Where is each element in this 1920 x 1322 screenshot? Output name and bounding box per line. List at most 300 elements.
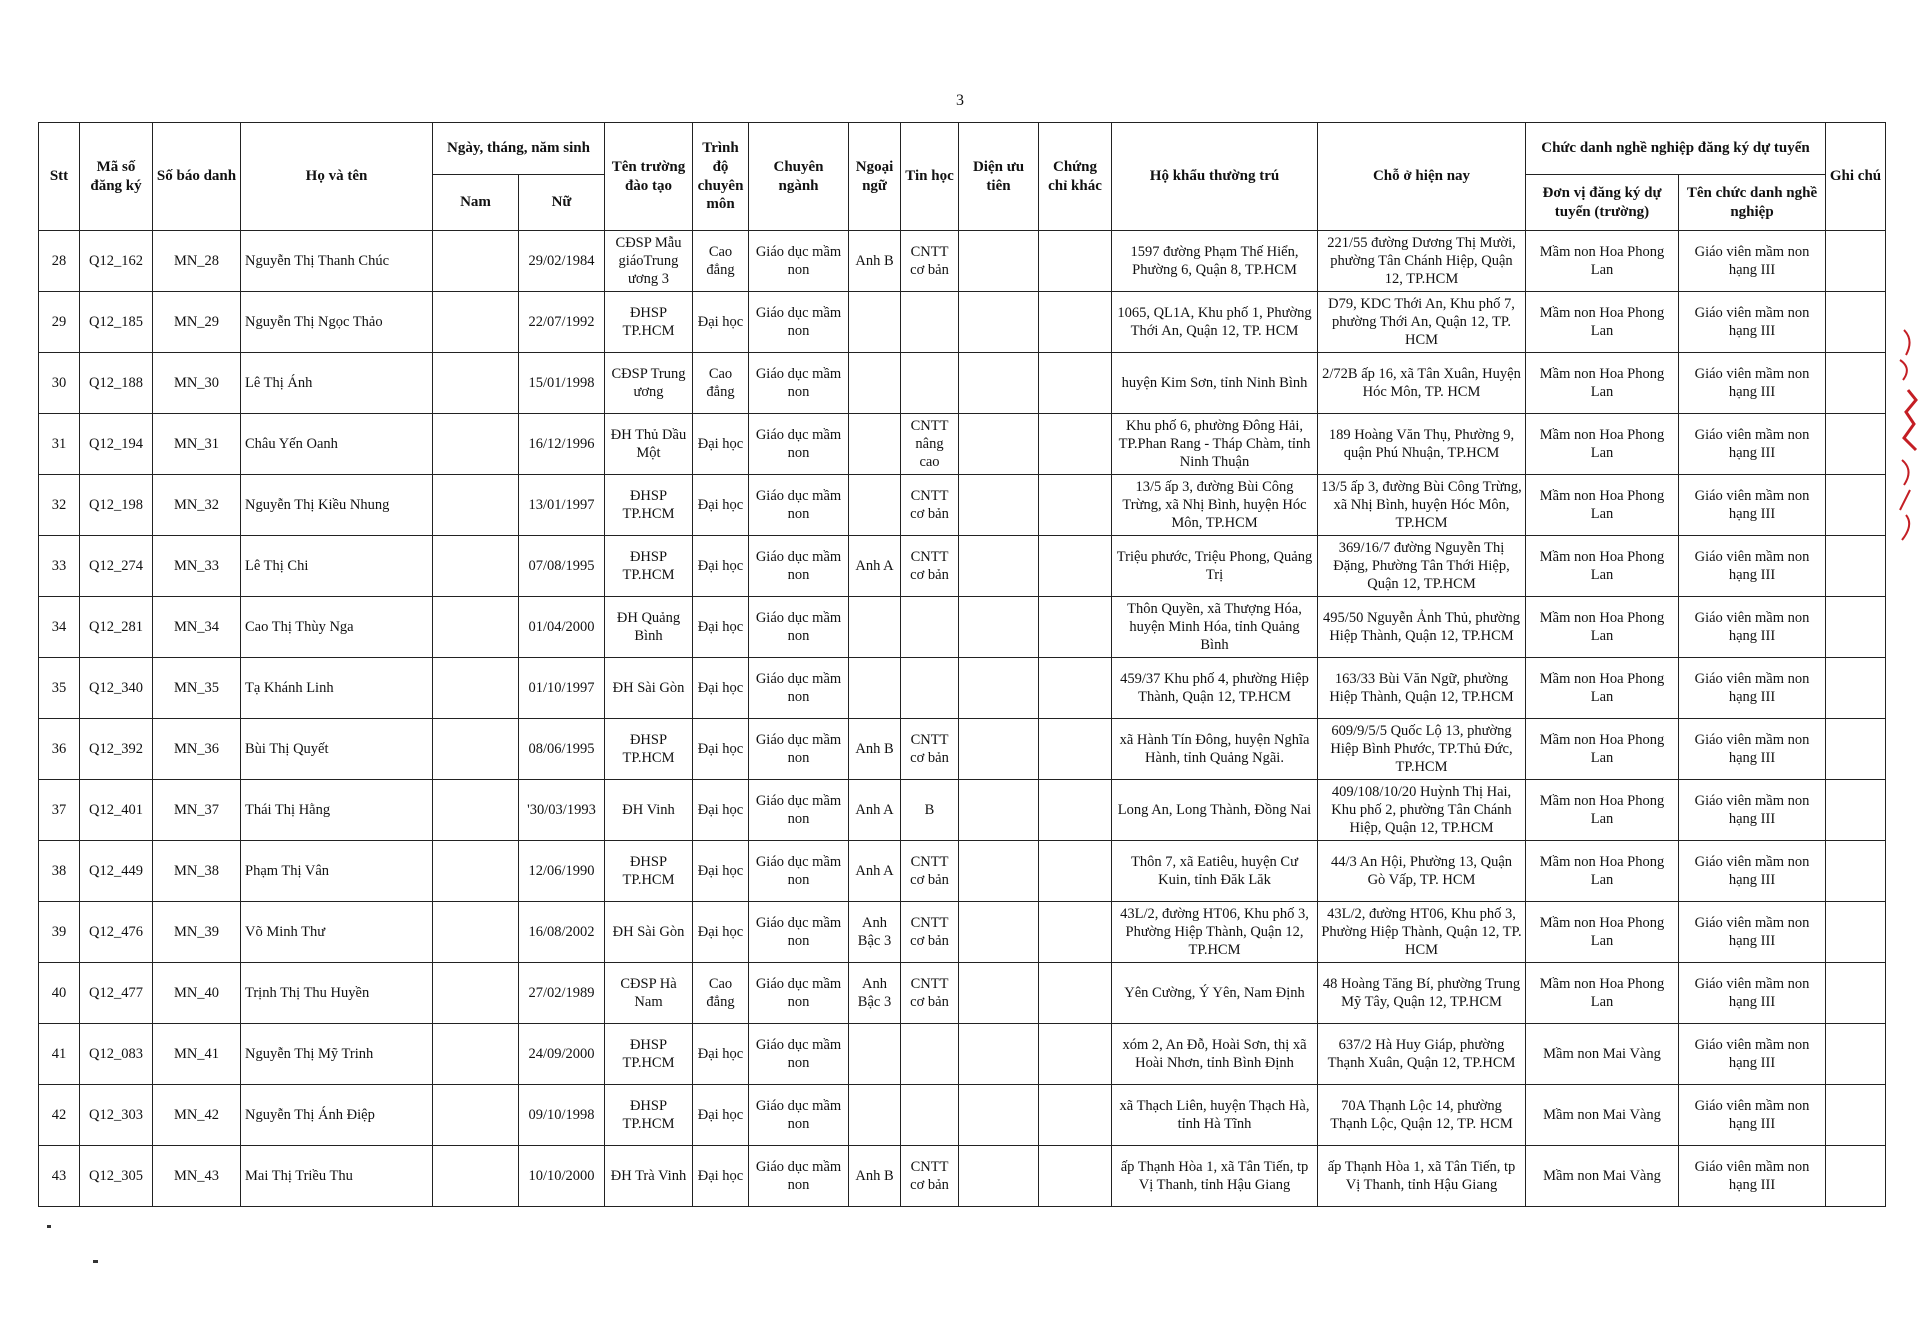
cell-truong: ĐH Vinh xyxy=(605,780,693,841)
cell-so-bao-danh: MN_39 xyxy=(153,902,241,963)
cell-chung-chi xyxy=(1039,658,1112,719)
table-row xyxy=(39,536,1886,597)
cell-ngoai-ngu xyxy=(849,597,901,658)
cell-ho-ten: Lê Thị Ánh xyxy=(241,353,433,414)
cell-chuc-danh: Giáo viên mầm non hạng III xyxy=(1679,597,1826,658)
cell-dien-uu-tien xyxy=(959,780,1039,841)
cell-tin-hoc: CNTT cơ bản xyxy=(901,902,959,963)
cell-so-bao-danh: MN_29 xyxy=(153,292,241,353)
cell-nam xyxy=(433,292,519,353)
cell-dien-uu-tien xyxy=(959,963,1039,1024)
cell-trinh-do: Đại học xyxy=(693,414,749,475)
cell-cho-o: 2/72B ấp 16, xã Tân Xuân, Huyện Hóc Môn, TP. HCM xyxy=(1318,353,1526,414)
cell-chung-chi xyxy=(1039,1146,1112,1207)
header-ho-ten: Họ và tên xyxy=(241,123,433,231)
cell-ma-so: Q12_477 xyxy=(80,963,153,1024)
cell-truong: ĐH Thủ Dầu Một xyxy=(605,414,693,475)
cell-don-vi: Mầm non Hoa Phong Lan xyxy=(1526,231,1679,292)
cell-chuyen-nganh: Giáo dục mầm non xyxy=(749,1085,849,1146)
cell-chuyen-nganh: Giáo dục mầm non xyxy=(749,1146,849,1207)
cell-don-vi: Mầm non Hoa Phong Lan xyxy=(1526,536,1679,597)
cell-cho-o: 48 Hoàng Tăng Bí, phường Trung Mỹ Tây, Quận 12, TP.HCM xyxy=(1318,963,1526,1024)
cell-don-vi: Mầm non Hoa Phong Lan xyxy=(1526,780,1679,841)
table-row xyxy=(39,231,1886,292)
cell-dien-uu-tien xyxy=(959,719,1039,780)
cell-so-bao-danh: MN_35 xyxy=(153,658,241,719)
cell-ho-ten: Mai Thị Triều Thu xyxy=(241,1146,433,1207)
cell-stt: 34 xyxy=(39,597,80,658)
cell-so-bao-danh: MN_36 xyxy=(153,719,241,780)
header-tin-hoc: Tin học xyxy=(901,123,959,231)
cell-trinh-do: Cao đẳng xyxy=(693,353,749,414)
cell-stt: 32 xyxy=(39,475,80,536)
cell-trinh-do: Đại học xyxy=(693,780,749,841)
cell-cho-o: 70A Thạnh Lộc 14, phường Thạnh Lộc, Quận 12, TP. HCM xyxy=(1318,1085,1526,1146)
header-nam: Nam xyxy=(433,175,519,231)
cell-chuc-danh: Giáo viên mầm non hạng III xyxy=(1679,658,1826,719)
cell-stt: 40 xyxy=(39,963,80,1024)
cell-trinh-do: Cao đẳng xyxy=(693,231,749,292)
cell-nam xyxy=(433,231,519,292)
header-chung-chi: Chứng chỉ khác xyxy=(1039,123,1112,231)
cell-ma-so: Q12_194 xyxy=(80,414,153,475)
cell-stt: 36 xyxy=(39,719,80,780)
cell-dien-uu-tien xyxy=(959,1085,1039,1146)
cell-dien-uu-tien xyxy=(959,353,1039,414)
cell-chung-chi xyxy=(1039,414,1112,475)
cell-truong: ĐHSP TP.HCM xyxy=(605,841,693,902)
cell-so-bao-danh: MN_43 xyxy=(153,1146,241,1207)
cell-chuc-danh: Giáo viên mầm non hạng III xyxy=(1679,963,1826,1024)
cell-ngoai-ngu xyxy=(849,658,901,719)
header-stt: Stt xyxy=(39,123,80,231)
cell-ma-so: Q12_305 xyxy=(80,1146,153,1207)
cell-nam xyxy=(433,902,519,963)
cell-trinh-do: Đại học xyxy=(693,536,749,597)
cell-ngoai-ngu xyxy=(849,1085,901,1146)
cell-ho-ten: Châu Yến Oanh xyxy=(241,414,433,475)
cell-trinh-do: Cao đẳng xyxy=(693,963,749,1024)
cell-nam xyxy=(433,1085,519,1146)
cell-chuyen-nganh: Giáo dục mầm non xyxy=(749,353,849,414)
cell-ghi-chu xyxy=(1826,475,1886,536)
red-stamp-fragment xyxy=(1894,320,1920,550)
cell-truong: CĐSP Hà Nam xyxy=(605,963,693,1024)
cell-truong: ĐH Trà Vinh xyxy=(605,1146,693,1207)
cell-dien-uu-tien xyxy=(959,841,1039,902)
cell-ghi-chu xyxy=(1826,1024,1886,1085)
table-row xyxy=(39,292,1886,353)
cell-ma-so: Q12_281 xyxy=(80,597,153,658)
cell-nam xyxy=(433,414,519,475)
cell-truong: ĐHSP TP.HCM xyxy=(605,719,693,780)
header-ma-so: Mã số đăng ký xyxy=(80,123,153,231)
cell-truong: ĐHSP TP.HCM xyxy=(605,1024,693,1085)
cell-ghi-chu xyxy=(1826,414,1886,475)
cell-tin-hoc: CNTT cơ bản xyxy=(901,841,959,902)
cell-ho-ten: Thái Thị Hằng xyxy=(241,780,433,841)
cell-nam xyxy=(433,658,519,719)
table-row xyxy=(39,841,1886,902)
cell-chuc-danh: Giáo viên mầm non hạng III xyxy=(1679,902,1826,963)
cell-chuc-danh: Giáo viên mầm non hạng III xyxy=(1679,719,1826,780)
cell-nu: 16/08/2002 xyxy=(519,902,605,963)
cell-ghi-chu xyxy=(1826,780,1886,841)
cell-trinh-do: Đại học xyxy=(693,597,749,658)
cell-cho-o: 163/33 Bùi Văn Ngữ, phường Hiệp Thành, Quận 12, TP.HCM xyxy=(1318,658,1526,719)
cell-so-bao-danh: MN_32 xyxy=(153,475,241,536)
cell-chuc-danh: Giáo viên mầm non hạng III xyxy=(1679,841,1826,902)
cell-so-bao-danh: MN_31 xyxy=(153,414,241,475)
cell-dien-uu-tien xyxy=(959,902,1039,963)
cell-nu: 08/06/1995 xyxy=(519,719,605,780)
cell-ho-ten: Nguyễn Thị Kiều Nhung xyxy=(241,475,433,536)
cell-stt: 30 xyxy=(39,353,80,414)
cell-nu: 13/01/1997 xyxy=(519,475,605,536)
cell-chung-chi xyxy=(1039,1085,1112,1146)
cell-chung-chi xyxy=(1039,719,1112,780)
table-row xyxy=(39,597,1886,658)
cell-ho-khau: Thôn 7, xã Eatiêu, huyện Cư Kuin, tỉnh Đăk Lăk xyxy=(1112,841,1318,902)
cell-ghi-chu xyxy=(1826,658,1886,719)
cell-ho-khau: Long An, Long Thành, Đồng Nai xyxy=(1112,780,1318,841)
cell-chung-chi xyxy=(1039,475,1112,536)
cell-tin-hoc: CNTT nâng cao xyxy=(901,414,959,475)
cell-cho-o: 189 Hoàng Văn Thụ, Phường 9, quận Phú Nhuận, TP.HCM xyxy=(1318,414,1526,475)
header-ngay-sinh: Ngày, tháng, năm sinh xyxy=(433,123,605,175)
cell-tin-hoc xyxy=(901,1085,959,1146)
cell-tin-hoc: CNTT cơ bản xyxy=(901,963,959,1024)
cell-nu: '30/03/1993 xyxy=(519,780,605,841)
cell-ma-so: Q12_476 xyxy=(80,902,153,963)
cell-ma-so: Q12_340 xyxy=(80,658,153,719)
cell-tin-hoc: CNTT cơ bản xyxy=(901,536,959,597)
cell-ho-ten: Phạm Thị Vân xyxy=(241,841,433,902)
cell-ho-khau: ấp Thạnh Hòa 1, xã Tân Tiến, tp Vị Thanh, tỉnh Hậu Giang xyxy=(1112,1146,1318,1207)
cell-ghi-chu xyxy=(1826,292,1886,353)
cell-tin-hoc xyxy=(901,1024,959,1085)
cell-tin-hoc: CNTT cơ bản xyxy=(901,231,959,292)
cell-stt: 28 xyxy=(39,231,80,292)
cell-ghi-chu xyxy=(1826,231,1886,292)
cell-chuyen-nganh: Giáo dục mầm non xyxy=(749,231,849,292)
cell-stt: 29 xyxy=(39,292,80,353)
cell-dien-uu-tien xyxy=(959,658,1039,719)
cell-stt: 42 xyxy=(39,1085,80,1146)
cell-nam xyxy=(433,963,519,1024)
cell-stt: 38 xyxy=(39,841,80,902)
header-chuyen-nganh: Chuyên ngành xyxy=(749,123,849,231)
cell-chung-chi xyxy=(1039,292,1112,353)
cell-chuc-danh: Giáo viên mầm non hạng III xyxy=(1679,536,1826,597)
candidate-table xyxy=(38,122,1886,1207)
table-row xyxy=(39,658,1886,719)
cell-chuc-danh: Giáo viên mầm non hạng III xyxy=(1679,1085,1826,1146)
cell-chung-chi xyxy=(1039,963,1112,1024)
cell-don-vi: Mầm non Hoa Phong Lan xyxy=(1526,597,1679,658)
cell-tin-hoc xyxy=(901,353,959,414)
cell-truong: ĐHSP TP.HCM xyxy=(605,475,693,536)
cell-ma-so: Q12_303 xyxy=(80,1085,153,1146)
cell-trinh-do: Đại học xyxy=(693,1085,749,1146)
cell-dien-uu-tien xyxy=(959,1146,1039,1207)
cell-chuyen-nganh: Giáo dục mầm non xyxy=(749,780,849,841)
cell-cho-o: D79, KDC Thới An, Khu phố 7, phường Thới An, Quận 12, TP. HCM xyxy=(1318,292,1526,353)
cell-so-bao-danh: MN_42 xyxy=(153,1085,241,1146)
cell-ngoai-ngu: Anh B xyxy=(849,719,901,780)
cell-nam xyxy=(433,1146,519,1207)
cell-so-bao-danh: MN_38 xyxy=(153,841,241,902)
cell-chuyen-nganh: Giáo dục mầm non xyxy=(749,536,849,597)
cell-truong: ĐHSP TP.HCM xyxy=(605,292,693,353)
header-nu: Nữ xyxy=(519,175,605,231)
cell-ghi-chu xyxy=(1826,902,1886,963)
cell-dien-uu-tien xyxy=(959,597,1039,658)
header-chuc-danh: Chức danh nghề nghiệp đăng ký dự tuyển xyxy=(1526,123,1826,175)
cell-ho-ten: Cao Thị Thùy Nga xyxy=(241,597,433,658)
cell-tin-hoc: B xyxy=(901,780,959,841)
cell-ghi-chu xyxy=(1826,1146,1886,1207)
cell-ngoai-ngu xyxy=(849,353,901,414)
cell-chuc-danh: Giáo viên mầm non hạng III xyxy=(1679,1024,1826,1085)
cell-truong: ĐHSP TP.HCM xyxy=(605,1085,693,1146)
cell-ngoai-ngu: Anh A xyxy=(849,780,901,841)
cell-nu: 24/09/2000 xyxy=(519,1024,605,1085)
cell-chung-chi xyxy=(1039,780,1112,841)
cell-tin-hoc: CNTT cơ bản xyxy=(901,475,959,536)
cell-nam xyxy=(433,353,519,414)
cell-trinh-do: Đại học xyxy=(693,1024,749,1085)
cell-cho-o: 44/3 An Hội, Phường 13, Quận Gò Vấp, TP. HCM xyxy=(1318,841,1526,902)
cell-ma-so: Q12_162 xyxy=(80,231,153,292)
cell-stt: 31 xyxy=(39,414,80,475)
cell-chuc-danh: Giáo viên mầm non hạng III xyxy=(1679,414,1826,475)
cell-ho-khau: 1597 đường Phạm Thế Hiển, Phường 6, Quận 8, TP.HCM xyxy=(1112,231,1318,292)
cell-ho-ten: Trịnh Thị Thu Huyền xyxy=(241,963,433,1024)
cell-ngoai-ngu: Anh Bậc 3 xyxy=(849,963,901,1024)
cell-cho-o: 409/108/10/20 Huỳnh Thị Hai, Khu phố 2, phường Tân Chánh Hiệp, Quận 12, TP.HCM xyxy=(1318,780,1526,841)
cell-ho-khau: 43L/2, đường HT06, Khu phố 3, Phường Hiệp Thành, Quận 12, TP.HCM xyxy=(1112,902,1318,963)
cell-ngoai-ngu xyxy=(849,292,901,353)
cell-cho-o: 13/5 ấp 3, đường Bùi Công Trừng, xã Nhị Bình, huyện Hóc Môn, TP.HCM xyxy=(1318,475,1526,536)
cell-chung-chi xyxy=(1039,231,1112,292)
cell-ngoai-ngu xyxy=(849,414,901,475)
cell-ho-khau: huyện Kim Sơn, tỉnh Ninh Bình xyxy=(1112,353,1318,414)
cell-chuc-danh: Giáo viên mầm non hạng III xyxy=(1679,475,1826,536)
table-body xyxy=(39,231,1886,1207)
table-row xyxy=(39,475,1886,536)
cell-nu: 27/02/1989 xyxy=(519,963,605,1024)
cell-stt: 39 xyxy=(39,902,80,963)
cell-truong: ĐHSP TP.HCM xyxy=(605,536,693,597)
cell-chuyen-nganh: Giáo dục mầm non xyxy=(749,292,849,353)
cell-truong: CĐSP Trung ương xyxy=(605,353,693,414)
cell-don-vi: Mầm non Hoa Phong Lan xyxy=(1526,475,1679,536)
cell-don-vi: Mầm non Hoa Phong Lan xyxy=(1526,902,1679,963)
cell-ho-ten: Tạ Khánh Linh xyxy=(241,658,433,719)
cell-cho-o: 609/9/5/5 Quốc Lộ 13, phường Hiệp Bình Phước, TP.Thủ Đức, TP.HCM xyxy=(1318,719,1526,780)
cell-so-bao-danh: MN_33 xyxy=(153,536,241,597)
cell-chuyen-nganh: Giáo dục mầm non xyxy=(749,658,849,719)
header-don-vi: Đơn vị đăng ký dự tuyển (trường) xyxy=(1526,175,1679,231)
cell-cho-o: 369/16/7 đường Nguyễn Thị Đặng, Phường Tân Thới Hiệp, Quận 12, TP.HCM xyxy=(1318,536,1526,597)
table-row xyxy=(39,414,1886,475)
cell-cho-o: ấp Thạnh Hòa 1, xã Tân Tiến, tp Vị Thanh, tỉnh Hậu Giang xyxy=(1318,1146,1526,1207)
cell-chuyen-nganh: Giáo dục mầm non xyxy=(749,414,849,475)
cell-ghi-chu xyxy=(1826,963,1886,1024)
cell-nu: 01/10/1997 xyxy=(519,658,605,719)
cell-trinh-do: Đại học xyxy=(693,292,749,353)
cell-chung-chi xyxy=(1039,902,1112,963)
header-trinh-do: Trình độ chuyên môn xyxy=(693,123,749,231)
cell-stt: 33 xyxy=(39,536,80,597)
cell-trinh-do: Đại học xyxy=(693,719,749,780)
cell-trinh-do: Đại học xyxy=(693,475,749,536)
cell-chung-chi xyxy=(1039,597,1112,658)
cell-tin-hoc xyxy=(901,597,959,658)
cell-chuyen-nganh: Giáo dục mầm non xyxy=(749,963,849,1024)
cell-truong: ĐH Sài Gòn xyxy=(605,658,693,719)
cell-chung-chi xyxy=(1039,353,1112,414)
cell-stt: 41 xyxy=(39,1024,80,1085)
cell-nu: 15/01/1998 xyxy=(519,353,605,414)
cell-ho-ten: Nguyễn Thị Ngọc Thảo xyxy=(241,292,433,353)
cell-ho-ten: Nguyễn Thị Mỹ Trinh xyxy=(241,1024,433,1085)
cell-ma-so: Q12_401 xyxy=(80,780,153,841)
cell-nam xyxy=(433,719,519,780)
cell-cho-o: 637/2 Hà Huy Giáp, phường Thạnh Xuân, Quận 12, TP.HCM xyxy=(1318,1024,1526,1085)
cell-ho-khau: Khu phố 6, phường Đông Hải, TP.Phan Rang - Tháp Chàm, tỉnh Ninh Thuận xyxy=(1112,414,1318,475)
cell-cho-o: 43L/2, đường HT06, Khu phố 3, Phường Hiệp Thành, Quận 12, TP. HCM xyxy=(1318,902,1526,963)
header-dien-uu-tien: Diện ưu tiên xyxy=(959,123,1039,231)
cell-truong: CĐSP Mẫu giáoTrung ương 3 xyxy=(605,231,693,292)
cell-ghi-chu xyxy=(1826,719,1886,780)
cell-nam xyxy=(433,597,519,658)
cell-nam xyxy=(433,841,519,902)
cell-tin-hoc xyxy=(901,658,959,719)
cell-ngoai-ngu: Anh A xyxy=(849,536,901,597)
header-cho-o: Chỗ ở hiện nay xyxy=(1318,123,1526,231)
cell-chuyen-nganh: Giáo dục mầm non xyxy=(749,902,849,963)
cell-ngoai-ngu: Anh A xyxy=(849,841,901,902)
cell-so-bao-danh: MN_40 xyxy=(153,963,241,1024)
header-truong: Tên trường đào tạo xyxy=(605,123,693,231)
cell-dien-uu-tien xyxy=(959,536,1039,597)
cell-dien-uu-tien xyxy=(959,231,1039,292)
header-ghi-chu: Ghi chú xyxy=(1826,123,1886,231)
table-row xyxy=(39,963,1886,1024)
cell-ma-so: Q12_083 xyxy=(80,1024,153,1085)
cell-ngoai-ngu: Anh B xyxy=(849,1146,901,1207)
cell-ma-so: Q12_392 xyxy=(80,719,153,780)
cell-nu: 16/12/1996 xyxy=(519,414,605,475)
cell-chuc-danh: Giáo viên mầm non hạng III xyxy=(1679,353,1826,414)
cell-ghi-chu xyxy=(1826,353,1886,414)
cell-tin-hoc: CNTT cơ bản xyxy=(901,1146,959,1207)
cell-ho-khau: xã Thạch Liên, huyện Thạch Hà, tỉnh Hà Tĩnh xyxy=(1112,1085,1318,1146)
cell-dien-uu-tien xyxy=(959,292,1039,353)
cell-ho-ten: Nguyễn Thị Ánh Điệp xyxy=(241,1085,433,1146)
cell-stt: 37 xyxy=(39,780,80,841)
cell-trinh-do: Đại học xyxy=(693,902,749,963)
cell-truong: ĐH Sài Gòn xyxy=(605,902,693,963)
cell-ngoai-ngu xyxy=(849,1024,901,1085)
cell-nu: 09/10/1998 xyxy=(519,1085,605,1146)
cell-dien-uu-tien xyxy=(959,475,1039,536)
cell-don-vi: Mầm non Hoa Phong Lan xyxy=(1526,719,1679,780)
cell-chuyen-nganh: Giáo dục mầm non xyxy=(749,475,849,536)
cell-ho-ten: Nguyễn Thị Thanh Chúc xyxy=(241,231,433,292)
table-row xyxy=(39,719,1886,780)
cell-chung-chi xyxy=(1039,536,1112,597)
cell-ho-khau: xóm 2, An Đỗ, Hoài Sơn, thị xã Hoài Nhơn, tỉnh Bình Định xyxy=(1112,1024,1318,1085)
table-row xyxy=(39,1085,1886,1146)
cell-cho-o: 495/50 Nguyễn Ảnh Thủ, phường Hiệp Thành, Quận 12, TP.HCM xyxy=(1318,597,1526,658)
cell-ghi-chu xyxy=(1826,597,1886,658)
cell-truong: ĐH Quảng Bình xyxy=(605,597,693,658)
header-ngoai-ngu: Ngoại ngữ xyxy=(849,123,901,231)
cell-ma-so: Q12_274 xyxy=(80,536,153,597)
cell-ho-khau: 459/37 Khu phố 4, phường Hiệp Thành, Quận 12, TP.HCM xyxy=(1112,658,1318,719)
cell-ma-so: Q12_449 xyxy=(80,841,153,902)
cell-so-bao-danh: MN_37 xyxy=(153,780,241,841)
cell-ghi-chu xyxy=(1826,536,1886,597)
cell-chuc-danh: Giáo viên mầm non hạng III xyxy=(1679,292,1826,353)
cell-ho-ten: Võ Minh Thư xyxy=(241,902,433,963)
cell-don-vi: Mầm non Hoa Phong Lan xyxy=(1526,292,1679,353)
table-row xyxy=(39,353,1886,414)
cell-don-vi: Mầm non Hoa Phong Lan xyxy=(1526,963,1679,1024)
cell-ho-khau: 1065, QL1A, Khu phố 1, Phường Thới An, Quận 12, TP. HCM xyxy=(1112,292,1318,353)
cell-dien-uu-tien xyxy=(959,1024,1039,1085)
cell-ho-ten: Bùi Thị Quyết xyxy=(241,719,433,780)
cell-ghi-chu xyxy=(1826,1085,1886,1146)
cell-so-bao-danh: MN_28 xyxy=(153,231,241,292)
cell-chuc-danh: Giáo viên mầm non hạng III xyxy=(1679,780,1826,841)
cell-nam xyxy=(433,780,519,841)
cell-ho-khau: 13/5 ấp 3, đường Bùi Công Trừng, xã Nhị Bình, huyện Hóc Môn, TP.HCM xyxy=(1112,475,1318,536)
cell-stt: 35 xyxy=(39,658,80,719)
cell-so-bao-danh: MN_34 xyxy=(153,597,241,658)
cell-chung-chi xyxy=(1039,1024,1112,1085)
cell-don-vi: Mầm non Mai Vàng xyxy=(1526,1085,1679,1146)
cell-trinh-do: Đại học xyxy=(693,1146,749,1207)
cell-dien-uu-tien xyxy=(959,414,1039,475)
cell-nam xyxy=(433,1024,519,1085)
header-ten-chuc-danh: Tên chức danh nghề nghiệp xyxy=(1679,175,1826,231)
cell-chuc-danh: Giáo viên mầm non hạng III xyxy=(1679,1146,1826,1207)
cell-nu: 10/10/2000 xyxy=(519,1146,605,1207)
cell-trinh-do: Đại học xyxy=(693,658,749,719)
cell-tin-hoc xyxy=(901,292,959,353)
cell-don-vi: Mầm non Mai Vàng xyxy=(1526,1146,1679,1207)
cell-ho-khau: Yên Cường, Ý Yên, Nam Định xyxy=(1112,963,1318,1024)
cell-trinh-do: Đại học xyxy=(693,841,749,902)
cell-nu: 29/02/1984 xyxy=(519,231,605,292)
cell-tin-hoc: CNTT cơ bản xyxy=(901,719,959,780)
cell-don-vi: Mầm non Mai Vàng xyxy=(1526,1024,1679,1085)
scan-mark xyxy=(47,1225,51,1228)
cell-don-vi: Mầm non Hoa Phong Lan xyxy=(1526,841,1679,902)
cell-ngoai-ngu: Anh Bậc 3 xyxy=(849,902,901,963)
cell-ho-khau: Thôn Quyền, xã Thượng Hóa, huyện Minh Hóa, tỉnh Quảng Bình xyxy=(1112,597,1318,658)
header-so-bao-danh: Số báo danh xyxy=(153,123,241,231)
table-row xyxy=(39,1146,1886,1207)
cell-ma-so: Q12_188 xyxy=(80,353,153,414)
cell-ngoai-ngu xyxy=(849,475,901,536)
cell-nam xyxy=(433,475,519,536)
table-row xyxy=(39,780,1886,841)
